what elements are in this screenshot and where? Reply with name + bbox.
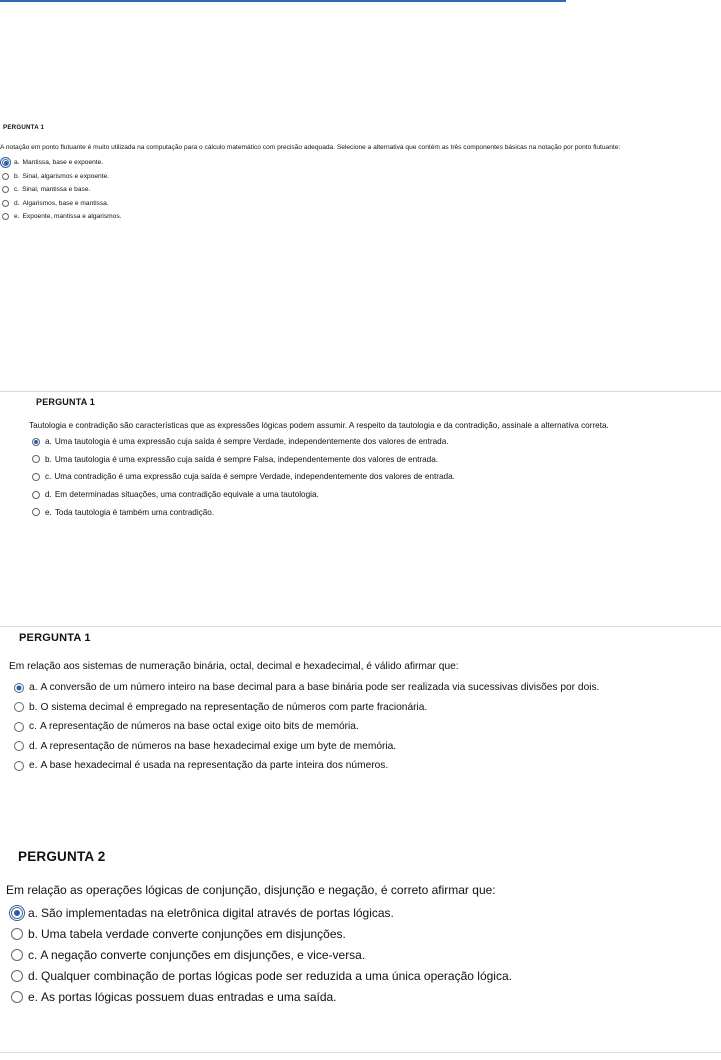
answer-option-c[interactable]: [2, 183, 660, 197]
option-letter: b.: [29, 701, 38, 713]
answer-options: [32, 433, 721, 521]
radio-icon[interactable]: [11, 949, 23, 961]
option-text: As portas lógicas possuem duas entradas e uma saída.: [41, 989, 337, 1004]
option-text: Expoente, mantissa e algarismos.: [22, 213, 122, 221]
answer-option-a[interactable]: [11, 902, 721, 923]
radio-icon[interactable]: [32, 455, 40, 463]
option-letter: e.: [14, 213, 20, 221]
radio-icon[interactable]: [2, 200, 9, 207]
answer-option-d[interactable]: [14, 737, 721, 757]
radio-selected-icon[interactable]: [2, 159, 9, 166]
option-text: A conversão de um número inteiro na base decimal para a base binária pode ser realizada via sucessivas divisões por dois.: [40, 682, 600, 694]
radio-icon[interactable]: [2, 173, 9, 180]
radio-icon[interactable]: [32, 473, 40, 481]
answer-options: [11, 902, 721, 1007]
radio-icon[interactable]: [11, 991, 23, 1003]
answer-option-a[interactable]: [2, 156, 660, 170]
answer-option-e[interactable]: [14, 756, 721, 776]
answer-option-b[interactable]: [2, 170, 660, 184]
option-text: A representação de números na base octal exige oito bits de memória.: [39, 721, 359, 733]
answer-option-e[interactable]: [2, 210, 660, 224]
option-letter: b.: [14, 172, 20, 180]
answer-option-a[interactable]: [14, 678, 721, 698]
option-text: Qualquer combinação de portas lógicas pode ser reduzida a uma única operação lógica.: [41, 968, 512, 983]
radio-selected-icon[interactable]: [32, 438, 40, 446]
radio-icon[interactable]: [14, 741, 24, 751]
question-title: PERGUNTA 1: [3, 124, 45, 130]
option-letter: d.: [28, 968, 39, 983]
option-letter: c.: [29, 721, 37, 733]
option-text: Sinal, algarismos e expoente.: [22, 172, 110, 180]
answer-option-c[interactable]: [32, 468, 721, 486]
option-letter: c.: [28, 947, 38, 962]
option-text: A base hexadecimal é usada na representação da parte inteira dos números.: [40, 760, 389, 772]
option-text: Sinal, mantissa e base.: [22, 186, 91, 194]
answer-option-b[interactable]: [11, 923, 721, 944]
question-block: [0, 849, 721, 1007]
question-block: [0, 632, 721, 776]
question-prompt: A notação em ponto flutuante é muito utilizada na computação para o cálculo matemático com precisão adequada. Selecione a alternativa que contém as três componentes básicas na notação por ponto flutuante:: [0, 144, 621, 151]
question-prompt: Em relação as operações lógicas de conjunção, disjunção e negação, é correto afirmar que:: [6, 883, 496, 897]
answer-option-d[interactable]: [32, 486, 721, 504]
option-letter: d.: [14, 199, 20, 207]
answer-option-b[interactable]: [14, 698, 721, 718]
option-text: Uma tabela verdade converte conjunções em disjunções.: [41, 926, 346, 941]
option-letter: a.: [29, 682, 38, 694]
question-title: PERGUNTA 1: [19, 632, 91, 644]
section-divider: [0, 626, 721, 627]
option-letter: a.: [14, 159, 20, 167]
question-title: PERGUNTA 2: [18, 849, 106, 864]
option-letter: c.: [45, 472, 52, 482]
answer-option-e[interactable]: [32, 503, 721, 521]
section-divider: [0, 391, 721, 392]
question-prompt: Em relação aos sistemas de numeração binária, octal, decimal e hexadecimal, é válido afirmar que:: [9, 661, 459, 672]
option-text: A representação de números na base hexadecimal exige um byte de memória.: [40, 740, 397, 752]
answer-option-d[interactable]: [11, 965, 721, 986]
option-text: Algarismos, base e mantissa.: [22, 199, 109, 207]
option-text: Toda tautologia é também uma contradição.: [54, 507, 215, 517]
answer-option-c[interactable]: [14, 717, 721, 737]
radio-icon[interactable]: [2, 186, 9, 193]
answer-option-c[interactable]: [11, 944, 721, 965]
option-text: São implementadas na eletrônica digital através de portas lógicas.: [41, 905, 394, 920]
answer-option-d[interactable]: [2, 197, 660, 211]
option-text: A negação converte conjunções em disjunções, e vice-versa.: [40, 947, 366, 962]
option-letter: b.: [28, 926, 39, 941]
radio-icon[interactable]: [14, 722, 24, 732]
top-progress-line: [0, 0, 566, 2]
radio-selected-icon[interactable]: [11, 907, 23, 919]
option-text: Uma tautologia é uma expressão cuja saída é sempre Verdade, independentemente dos valores de entrada.: [54, 437, 449, 447]
answer-options: [14, 678, 721, 776]
radio-selected-icon[interactable]: [14, 683, 24, 693]
radio-icon[interactable]: [14, 761, 24, 771]
question-block: [0, 397, 721, 521]
option-text: Mantissa, base e expoente.: [22, 159, 104, 167]
option-text: Em determinadas situações, uma contradição equivale a uma tautologia.: [54, 490, 319, 500]
option-letter: a.: [28, 905, 39, 920]
answer-options: [2, 156, 660, 224]
question-block: [0, 124, 660, 224]
question-title: PERGUNTA 1: [36, 397, 96, 407]
option-text: Uma contradição é uma expressão cuja saída é sempre Verdade, independentemente dos valores de entrada.: [54, 472, 455, 482]
answer-option-e[interactable]: [11, 986, 721, 1007]
section-divider: [0, 1052, 721, 1053]
option-text: O sistema decimal é empregado na representação de números com parte fracionária.: [40, 701, 428, 713]
option-letter: b.: [45, 454, 52, 464]
radio-icon[interactable]: [11, 970, 23, 982]
radio-icon[interactable]: [2, 213, 9, 220]
option-letter: a.: [45, 437, 52, 447]
answer-option-b[interactable]: [32, 451, 721, 469]
radio-icon[interactable]: [32, 491, 40, 499]
radio-icon[interactable]: [14, 702, 24, 712]
radio-icon[interactable]: [11, 928, 23, 940]
option-letter: e.: [45, 507, 52, 517]
option-letter: c.: [14, 186, 20, 194]
option-text: Uma tautologia é uma expressão cuja saída é sempre Falsa, independentemente dos valores de entrada.: [54, 454, 439, 464]
option-letter: e.: [29, 760, 38, 772]
option-letter: e.: [28, 989, 39, 1004]
option-letter: d.: [45, 490, 52, 500]
radio-icon[interactable]: [32, 508, 40, 516]
question-prompt: Tautologia e contradição são características que as expressões lógicas podem assumir. A respeito da tautologia e da contradição, assinale a alternativa correta.: [29, 421, 609, 430]
option-letter: d.: [29, 740, 38, 752]
answer-option-a[interactable]: [32, 433, 721, 451]
